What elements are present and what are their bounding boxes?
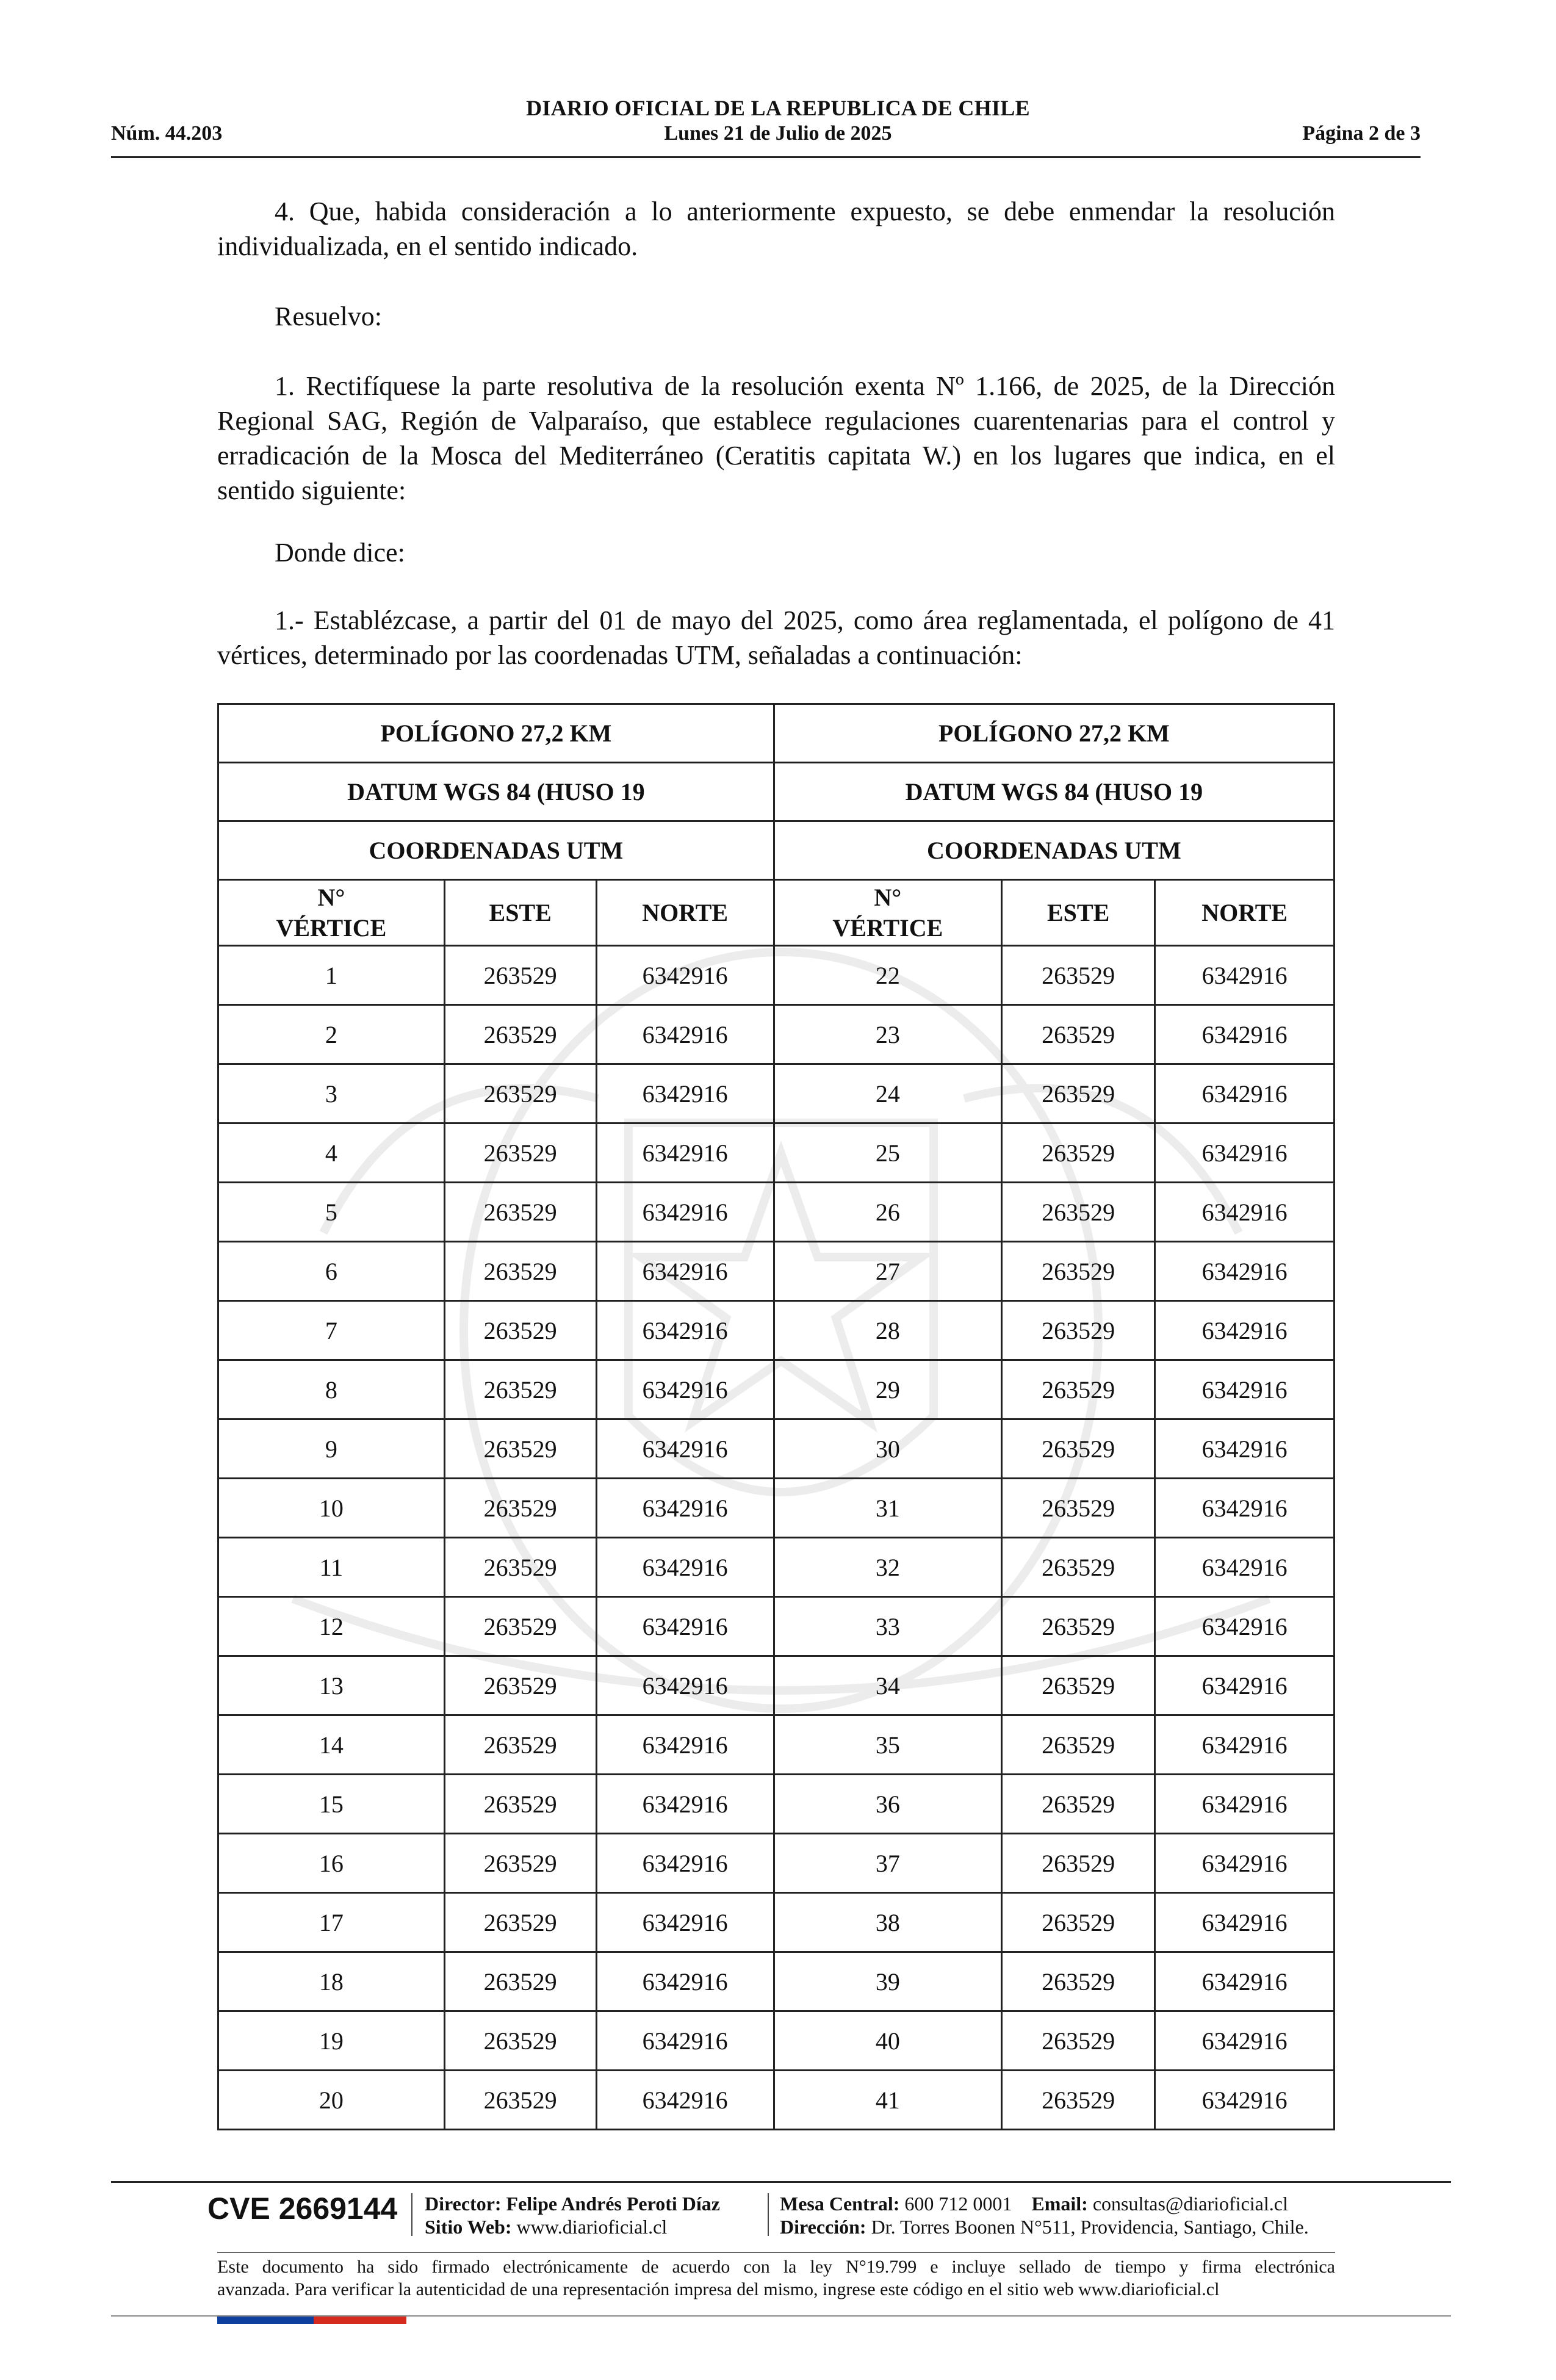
- vertex-number-cell: 13: [218, 1656, 445, 1715]
- este-cell: 263529: [1001, 1360, 1154, 1419]
- norte-cell: 6342916: [1155, 1775, 1334, 1834]
- header-divider: [111, 156, 1421, 158]
- este-cell: 263529: [1001, 1538, 1154, 1597]
- este-cell: 263529: [444, 2071, 596, 2130]
- norte-cell: 6342916: [596, 1183, 774, 1242]
- body-text: [217, 194, 1335, 264]
- table-row: [218, 1538, 1334, 1597]
- footer-separator: [411, 2193, 412, 2236]
- norte-cell: 6342916: [1155, 2071, 1334, 2130]
- datum-header-right: DATUM WGS 84 (HUSO 19: [774, 763, 1334, 821]
- este-cell: 263529: [444, 1597, 596, 1656]
- este-cell: 263529: [444, 1242, 596, 1301]
- norte-cell: 6342916: [1155, 1538, 1334, 1597]
- norte-cell: 6342916: [596, 1775, 774, 1834]
- norte-cell: 6342916: [596, 1242, 774, 1301]
- norte-cell: 6342916: [596, 1005, 774, 1064]
- norte-cell: 6342916: [1155, 1893, 1334, 1952]
- polygon-header-right: POLÍGONO 27,2 KM: [774, 704, 1334, 763]
- address-label: Dirección:: [780, 2216, 866, 2238]
- este-cell: 263529: [444, 1360, 596, 1419]
- norte-cell: 6342916: [596, 1656, 774, 1715]
- norte-cell: 6342916: [596, 1597, 774, 1656]
- este-cell: 263529: [1001, 1479, 1154, 1538]
- table-row: [218, 2011, 1334, 2071]
- legal-notice-line1: Este documento ha sido firmado electrónicamente de acuerdo con la ley N°19.799 e incluye sellado de tiempo y firma electrónica: [217, 2257, 1335, 2277]
- vertex-number-cell: 41: [774, 2071, 1001, 2130]
- body-text-block: [217, 603, 1335, 673]
- este-cell: 263529: [1001, 1064, 1154, 1123]
- vertex-number-cell: 17: [218, 1893, 445, 1952]
- norte-cell: 6342916: [1155, 1479, 1334, 1538]
- este-cell: 263529: [1001, 1005, 1154, 1064]
- table-row: [218, 1715, 1334, 1775]
- body-text-block: [217, 535, 1335, 570]
- este-column-header: ESTE: [444, 880, 596, 946]
- flag-stripe-red: [314, 2317, 406, 2324]
- norte-cell: 6342916: [1155, 1123, 1334, 1183]
- table-row: [218, 1597, 1334, 1656]
- este-cell: 263529: [1001, 1952, 1154, 2011]
- este-cell: 263529: [444, 1123, 596, 1183]
- vertex-header-line2: VÉRTICE: [276, 914, 387, 942]
- norte-cell: 6342916: [596, 1715, 774, 1775]
- este-cell: 263529: [444, 946, 596, 1005]
- paragraph-resuelvo: Resuelvo:: [275, 301, 382, 331]
- table-body: [218, 946, 1334, 2130]
- newspaper-title: DIARIO OFICIAL DE LA REPUBLICA DE CHILE: [526, 96, 1030, 120]
- norte-cell: 6342916: [1155, 946, 1334, 1005]
- flag-stripe-blue: [217, 2317, 314, 2324]
- table-row: [218, 1952, 1334, 2011]
- coords-header-left: COORDENADAS UTM: [218, 821, 774, 880]
- vertex-number-cell: 5: [218, 1183, 445, 1242]
- este-cell: 263529: [444, 1775, 596, 1834]
- polygon-header-left: POLÍGONO 27,2 KM: [218, 704, 774, 763]
- vertex-header-line1: N°: [317, 883, 345, 911]
- paragraph-establezcase: 1.- Establézcase, a partir del 01 de mayo del 2025, como área reglamentada, el polígono de 41 vértices, determinado por las coordenadas UTM, señaladas a continuación:: [217, 605, 1335, 670]
- este-cell: 263529: [444, 1656, 596, 1715]
- este-cell: 263529: [444, 1005, 596, 1064]
- vertex-number-cell: 15: [218, 1775, 445, 1834]
- table-row: [218, 1656, 1334, 1715]
- vertex-number-cell: 11: [218, 1538, 445, 1597]
- norte-cell: 6342916: [1155, 1064, 1334, 1123]
- email-label: Email:: [1031, 2193, 1088, 2215]
- vertex-number-cell: 23: [774, 1005, 1001, 1064]
- vertex-number-cell: 18: [218, 1952, 445, 2011]
- este-cell: 263529: [444, 1183, 596, 1242]
- norte-cell: 6342916: [1155, 1005, 1334, 1064]
- este-cell: 263529: [444, 1419, 596, 1479]
- vertex-number-cell: 36: [774, 1775, 1001, 1834]
- body-text-block: [217, 369, 1335, 508]
- norte-cell: 6342916: [596, 1538, 774, 1597]
- este-cell: 263529: [444, 1893, 596, 1952]
- norte-cell: 6342916: [596, 2071, 774, 2130]
- este-cell: 263529: [1001, 1715, 1154, 1775]
- vertex-number-cell: 2: [218, 1005, 445, 1064]
- table-row: [218, 1005, 1334, 1064]
- norte-cell: 6342916: [596, 1834, 774, 1893]
- norte-cell: 6342916: [596, 1360, 774, 1419]
- vertex-number-cell: 27: [774, 1242, 1001, 1301]
- este-cell: 263529: [444, 1715, 596, 1775]
- utm-coordinates-table: [217, 703, 1335, 2130]
- datum-header-left: DATUM WGS 84 (HUSO 19: [218, 763, 774, 821]
- issue-number: Núm. 44.203: [111, 122, 223, 145]
- norte-cell: 6342916: [596, 1952, 774, 2011]
- norte-cell: 6342916: [1155, 1597, 1334, 1656]
- vertex-number-cell: 29: [774, 1360, 1001, 1419]
- norte-cell: 6342916: [1155, 1834, 1334, 1893]
- table-row: [218, 1834, 1334, 1893]
- este-cell: 263529: [1001, 1301, 1154, 1360]
- vertex-column-header: [774, 880, 1001, 946]
- table-row: [218, 1242, 1334, 1301]
- director-label: Director:: [425, 2193, 502, 2215]
- table-row: [218, 1183, 1334, 1242]
- vertex-number-cell: 9: [218, 1419, 445, 1479]
- table-datum-row: [218, 763, 1334, 821]
- vertex-header-line1: N°: [874, 883, 902, 911]
- vertex-number-cell: 12: [218, 1597, 445, 1656]
- table-row: [218, 1893, 1334, 1952]
- vertex-number-cell: 35: [774, 1715, 1001, 1775]
- table-row: [218, 1301, 1334, 1360]
- norte-cell: 6342916: [596, 1479, 774, 1538]
- vertex-number-cell: 38: [774, 1893, 1001, 1952]
- norte-cell: 6342916: [1155, 1656, 1334, 1715]
- este-cell: 263529: [444, 1301, 596, 1360]
- este-cell: 263529: [1001, 1123, 1154, 1183]
- este-cell: 263529: [1001, 1419, 1154, 1479]
- este-cell: 263529: [1001, 1893, 1154, 1952]
- coords-header-right: COORDENADAS UTM: [774, 821, 1334, 880]
- director-name: Felipe Andrés Peroti Díaz: [506, 2193, 720, 2215]
- vertex-number-cell: 16: [218, 1834, 445, 1893]
- norte-cell: 6342916: [596, 2011, 774, 2071]
- vertex-number-cell: 22: [774, 946, 1001, 1005]
- norte-cell: 6342916: [1155, 2011, 1334, 2071]
- table-coords-row: [218, 821, 1334, 880]
- vertex-number-cell: 8: [218, 1360, 445, 1419]
- vertex-number-cell: 10: [218, 1479, 445, 1538]
- email-link[interactable]: consultas@diarioficial.cl: [1092, 2193, 1288, 2215]
- norte-cell: 6342916: [1155, 1301, 1334, 1360]
- este-cell: 263529: [1001, 1242, 1154, 1301]
- norte-cell: 6342916: [1155, 1952, 1334, 2011]
- vertex-number-cell: 20: [218, 2071, 445, 2130]
- mesa-label: Mesa Central:: [780, 2193, 900, 2215]
- vertex-number-cell: 33: [774, 1597, 1001, 1656]
- este-cell: 263529: [444, 2011, 596, 2071]
- vertex-number-cell: 37: [774, 1834, 1001, 1893]
- vertex-number-cell: 39: [774, 1952, 1001, 2011]
- norte-cell: 6342916: [1155, 1715, 1334, 1775]
- paragraph-donde-dice: Donde dice:: [275, 538, 405, 568]
- este-cell: 263529: [1001, 1834, 1154, 1893]
- footer-inner-divider: [217, 2252, 1335, 2253]
- vertex-number-cell: 14: [218, 1715, 445, 1775]
- page-indicator: Página 2 de 3: [1302, 122, 1421, 145]
- table-row: [218, 1360, 1334, 1419]
- vertex-number-cell: 30: [774, 1419, 1001, 1479]
- footer-director-block: [425, 2192, 720, 2238]
- vertex-column-header: [218, 880, 445, 946]
- vertex-number-cell: 7: [218, 1301, 445, 1360]
- este-cell: 263529: [444, 1479, 596, 1538]
- norte-cell: 6342916: [1155, 1242, 1334, 1301]
- vertex-number-cell: 28: [774, 1301, 1001, 1360]
- vertex-number-cell: 32: [774, 1538, 1001, 1597]
- vertex-number-cell: 3: [218, 1064, 445, 1123]
- vertex-number-cell: 34: [774, 1656, 1001, 1715]
- este-cell: 263529: [1001, 946, 1154, 1005]
- vertex-header-line2: VÉRTICE: [832, 914, 943, 942]
- este-cell: 263529: [444, 1834, 596, 1893]
- norte-column-header: NORTE: [596, 880, 774, 946]
- mesa-phone: 600 712 0001: [904, 2193, 1012, 2215]
- este-cell: 263529: [1001, 2011, 1154, 2071]
- footer-divider: [111, 2181, 1451, 2183]
- vertex-number-cell: 6: [218, 1242, 445, 1301]
- vertex-number-cell: 40: [774, 2011, 1001, 2071]
- vertex-number-cell: 26: [774, 1183, 1001, 1242]
- norte-cell: 6342916: [596, 1301, 774, 1360]
- body-text-block: [217, 299, 1335, 334]
- table-row: [218, 1419, 1334, 1479]
- paragraph-rectification: 1. Rectifíquese la parte resolutiva de la resolución exenta Nº 1.166, de 2025, de la Dirección Regional SAG, Región de Valparaíso, que establece regulaciones cuarentenarias para el control y erradicación de la Mosca del Mediterráneo (Ceratitis capitata W.) en los lugares que indica, en el sentido siguiente:: [217, 371, 1335, 505]
- norte-cell: 6342916: [596, 1064, 774, 1123]
- norte-cell: 6342916: [596, 946, 774, 1005]
- website-label: Sitio Web:: [425, 2216, 512, 2238]
- este-cell: 263529: [444, 1064, 596, 1123]
- este-cell: 263529: [1001, 1656, 1154, 1715]
- norte-cell: 6342916: [1155, 1419, 1334, 1479]
- issue-date: Lunes 21 de Julio de 2025: [664, 122, 892, 145]
- vertex-number-cell: 24: [774, 1064, 1001, 1123]
- cve-code: CVE 2669144: [207, 2191, 398, 2226]
- vertex-number-cell: 19: [218, 2011, 445, 2071]
- vertex-number-cell: 4: [218, 1123, 445, 1183]
- table-column-headers: [218, 880, 1334, 946]
- norte-cell: 6342916: [1155, 1360, 1334, 1419]
- norte-cell: 6342916: [596, 1123, 774, 1183]
- footer-contact-block: [780, 2192, 1309, 2238]
- table-title-row: [218, 704, 1334, 763]
- norte-cell: 6342916: [596, 1419, 774, 1479]
- website-link[interactable]: www.diarioficial.cl: [516, 2216, 668, 2238]
- address-value: Dr. Torres Boonen N°511, Providencia, Santiago, Chile.: [871, 2216, 1309, 2238]
- este-cell: 263529: [1001, 1183, 1154, 1242]
- table-row: [218, 946, 1334, 1005]
- table-row: [218, 1064, 1334, 1123]
- norte-cell: 6342916: [1155, 1183, 1334, 1242]
- table-row: [218, 1775, 1334, 1834]
- este-cell: 263529: [1001, 1597, 1154, 1656]
- table-row: [218, 1123, 1334, 1183]
- este-cell: 263529: [1001, 2071, 1154, 2130]
- paragraph-considerando-4: 4. Que, habida consideración a lo anteriormente expuesto, se debe enmendar la resolución individualizada, en el sentido indicado.: [217, 197, 1335, 261]
- norte-cell: 6342916: [596, 1893, 774, 1952]
- footer-separator: [768, 2193, 769, 2236]
- vertex-number-cell: 25: [774, 1123, 1001, 1183]
- table-row: [218, 1479, 1334, 1538]
- norte-column-header: NORTE: [1155, 880, 1334, 946]
- vertex-number-cell: 31: [774, 1479, 1001, 1538]
- table-row: [218, 2071, 1334, 2130]
- este-cell: 263529: [444, 1952, 596, 2011]
- legal-notice-line2: avanzada. Para verificar la autenticidad de una representación impresa del mismo, ingrese este código en el sitio web www.diarioficial.cl: [217, 2279, 1220, 2299]
- este-cell: 263529: [444, 1538, 596, 1597]
- vertex-number-cell: 1: [218, 946, 445, 1005]
- este-cell: 263529: [1001, 1775, 1154, 1834]
- este-column-header: ESTE: [1001, 880, 1154, 946]
